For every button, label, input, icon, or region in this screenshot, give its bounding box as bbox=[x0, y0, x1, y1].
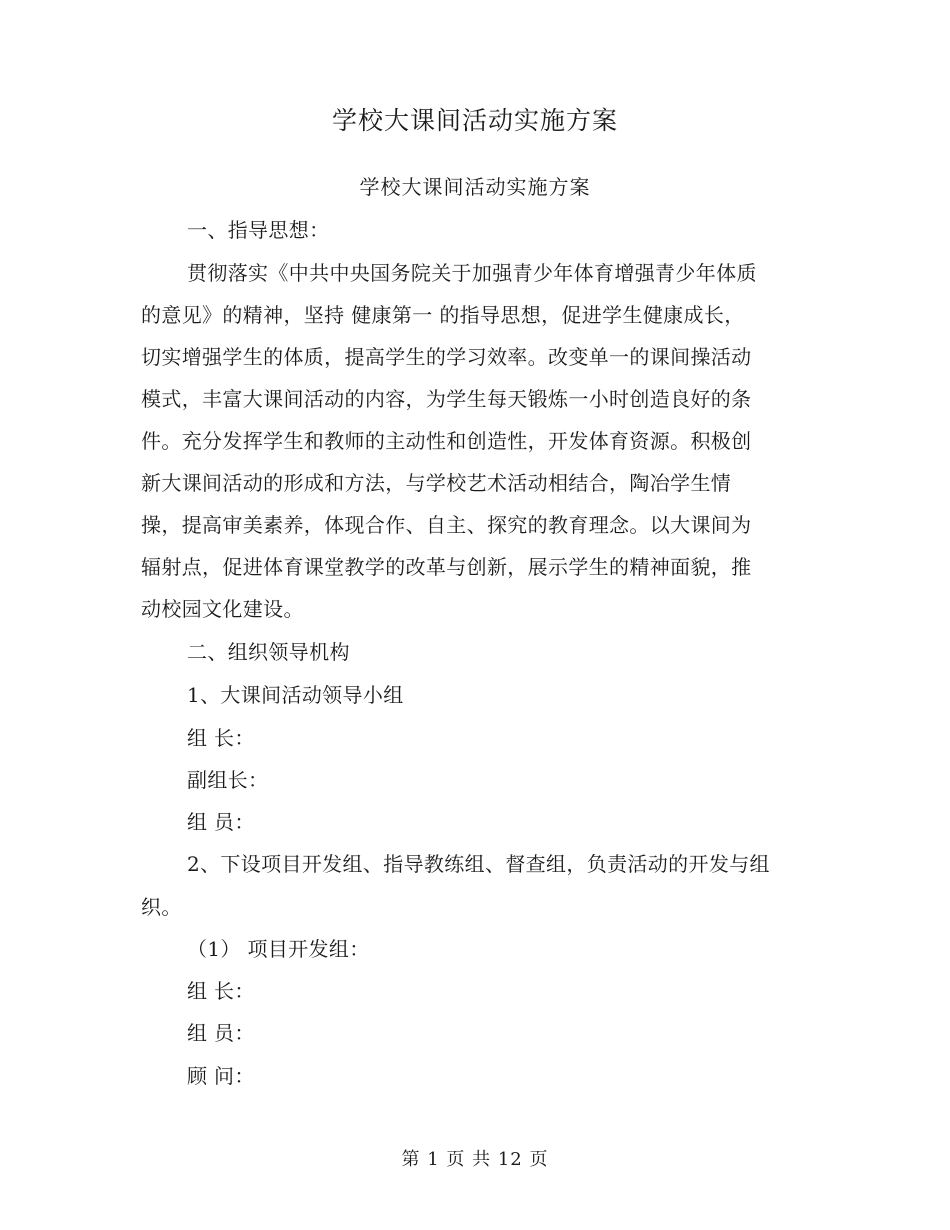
list-item: （1） 项目开发组： bbox=[187, 937, 370, 961]
paragraph-line: 的意见》的精神，坚持 健康第一 的指导思想，促进学生健康成长， bbox=[141, 303, 745, 327]
paragraph-line: 模式，丰富大课间活动的内容，为学生每天锻炼一小时创造良好的条 bbox=[141, 387, 752, 411]
paragraph-line: 操，提高审美素养，体现合作、自主、探究的教育理念。以大课间为 bbox=[141, 513, 752, 537]
list-item: 组 员： bbox=[187, 1021, 255, 1045]
paragraph-line: 织。 bbox=[141, 895, 182, 919]
list-item: 组 员： bbox=[187, 810, 255, 834]
paragraph-line: 辐射点，促进体育课堂教学的改革与创新，展示学生的精神面貌，推 bbox=[141, 555, 752, 579]
section-heading-organization: 二、组织领导机构 bbox=[187, 640, 350, 664]
paragraph-line: 切实增强学生的体质，提高学生的学习效率。改变单一的课间操活动 bbox=[141, 345, 752, 369]
list-item: 顾 问： bbox=[187, 1064, 255, 1088]
paragraph-line: 2、下设项目开发组、指导教练组、督查组，负责活动的开发与组 bbox=[187, 852, 770, 876]
paragraph-line: 动校园文化建设。 bbox=[141, 597, 304, 621]
list-item: 副组长： bbox=[187, 768, 269, 792]
page-number-footer: 第 1 页 共 12 页 bbox=[401, 1149, 549, 1170]
list-item: 组 长： bbox=[187, 726, 255, 750]
paragraph-line: 件。充分发挥学生和教师的主动性和创造性，开发体育资源。积极创 bbox=[141, 429, 752, 453]
paragraph-line: 贯彻落实《中共中央国务院关于加强青少年体育增强青少年体质 bbox=[187, 261, 757, 285]
list-item: 组 长： bbox=[187, 979, 255, 1003]
document-subtitle: 学校大课间活动实施方案 bbox=[359, 175, 591, 199]
list-item: 1、大课间活动领导小组 bbox=[187, 683, 404, 707]
paragraph-line: 新大课间活动的形成和方法，与学校艺术活动相结合，陶冶学生情 bbox=[141, 471, 732, 495]
section-heading-guiding-ideology: 一、指导思想： bbox=[187, 218, 330, 242]
document-title: 学校大课间活动实施方案 bbox=[331, 106, 618, 135]
